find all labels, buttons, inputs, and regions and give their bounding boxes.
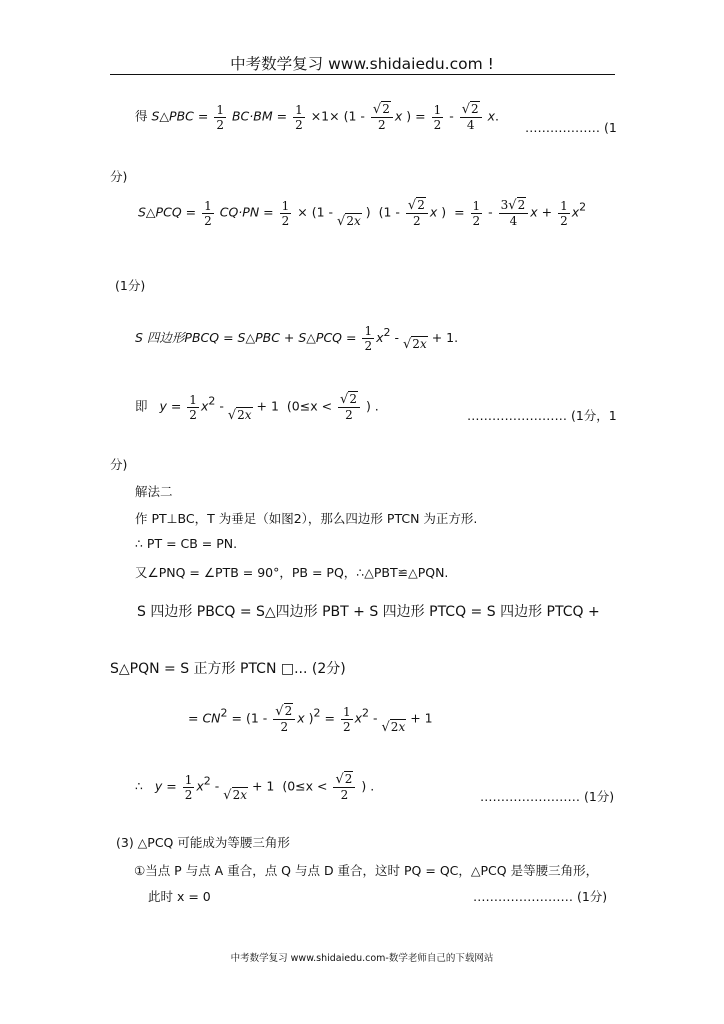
method-2-title: 解法二 [135, 484, 173, 499]
eq-s-pbc: 得 S△PBC = $\frac{1}{2}$ BC·BM = $\frac{1}{2}$ ×1× (1 - $\frac{√2}{2}$ x ) = $\frac{1}{2}$ - $\frac{√2}{4}$ x. [135, 102, 499, 132]
method-2-line-5: S△PQN = S 正方形 PTCN □... (2分) [110, 661, 346, 677]
score-dots-5: …………………… (1分) [473, 889, 608, 904]
part-3-line-2: 此时 x = 0 [148, 889, 211, 904]
method-2-line-1: 作 PT⊥BC，T 为垂足（如图2），那么四边形 PTCN 为正方形. [135, 511, 478, 526]
method-2-line-2: ∴ PT = CB = PN. [135, 536, 238, 551]
page-header: 中考数学复习 www.shidaiedu.com ! [230, 55, 494, 73]
eq-s-quad: S 四边形PBCQ = S△PBC + S△PCQ = $\frac{1}{2}$ x2 - √2x + 1. [135, 324, 459, 353]
part-3-line-1: ①当点 P 与点 A 重合，点 Q 与点 D 重合，这时 PQ = QC，△PCQ 是等腰三角形， [134, 863, 599, 878]
score-dots-4: …………………… (1分) [480, 789, 615, 804]
score-cont-1: 分) [110, 169, 128, 184]
header-divider [110, 74, 615, 75]
page-footer: 中考数学复习 www.shidaiedu.com-数学老师自己的下载网站 [230, 953, 494, 964]
score-dots-3: …………………… (1分，1 [467, 408, 617, 423]
eq-cn2: = CN2 = (1 - $\frac{√2}{2}$ x )2 = $\frac{1}{2}$ x2 - √2x + 1 [188, 704, 433, 735]
eq-y-1: 即 y = $\frac{1}{2}$ x2 - √2x + 1 (0≤x < $\frac{√2}{2}$ ) . [135, 392, 379, 423]
method-2-line-4: S 四边形 PBCQ = S△四边形 PBT + S 四边形 PTCQ = S 四边形 PTCQ + [137, 604, 600, 620]
score-dots-1: ……………… (1 [525, 120, 617, 135]
method-2-line-3: 又∠PNQ = ∠PTB = 90°，PB = PQ，∴△PBT≌△PQN. [135, 565, 449, 580]
score-cont-3: 分) [110, 457, 128, 472]
part-3-title: (3) △PCQ 可能成为等腰三角形 [116, 835, 290, 850]
score-2: (1分) [115, 278, 146, 293]
eq-y-2: ∴ y = $\frac{1}{2}$ x2 - √2x + 1 (0≤x < $\frac{√2}{2}$ ) . [135, 772, 375, 803]
eq-s-pcq: S△PCQ = $\frac{1}{2}$ CQ·PN = $\frac{1}{2}$ × (1 - √2x ) (1 - $\frac{√2}{2}$ x ) = $\frac{1}{2}$ - $\frac{3√2}{4}$ x + $\frac{1}{2}$ x2 [138, 198, 587, 229]
